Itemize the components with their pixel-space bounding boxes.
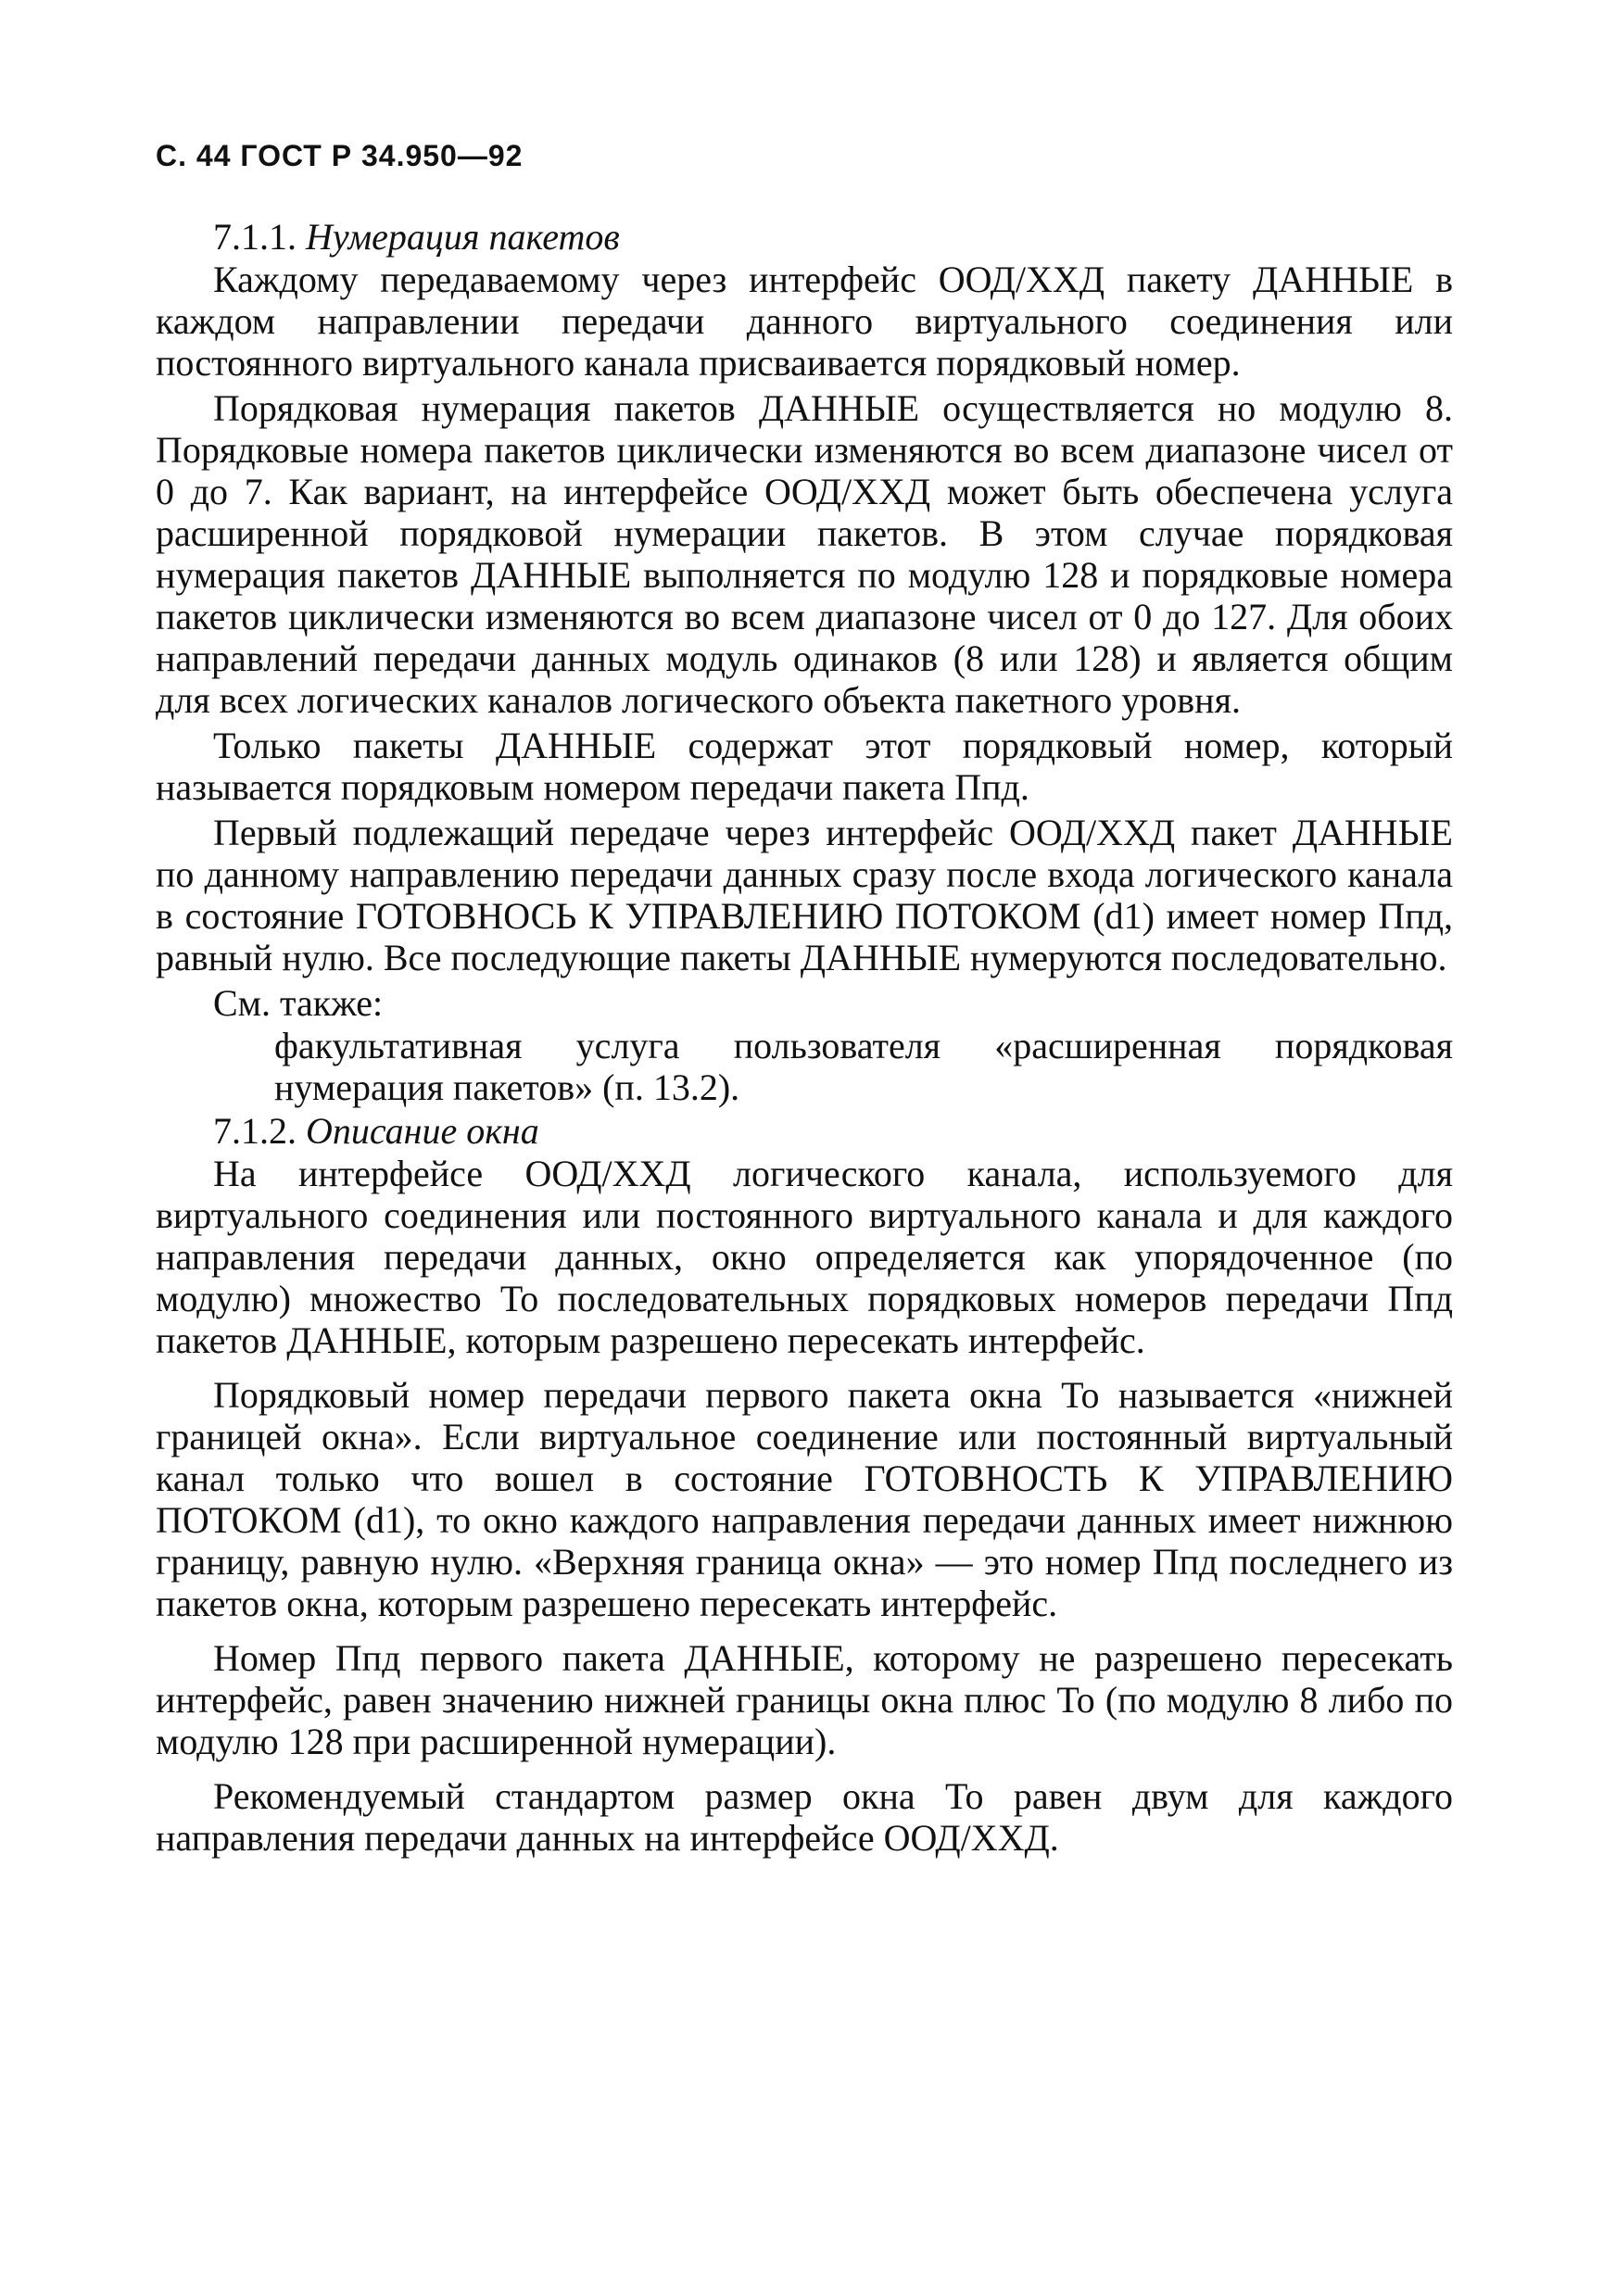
page-header: С. 44 ГОСТ Р 34.950—92 xyxy=(156,139,524,172)
section-712-paragraph-4: Рекомендуемый стандартом размер окна То равен двум для каждого направления передачи данных на интерфейсе ООД/ХХД. xyxy=(156,1775,1453,1859)
section-711-paragraph-4: Первый подлежащий передаче через интерфейс ООД/ХХД пакет ДАННЫЕ по данному направлению передачи данных сразу после входа логического канала в состояние ГОТОВНОСЬ К УПРАВЛЕНИЮ ПОТОКОМ (d1) имеет номер Ппд, равный нулю. Все последующие пакеты ДАННЫЕ нумеруются последовательно. xyxy=(156,812,1453,978)
section-712-heading xyxy=(213,1110,1453,1153)
section-711-paragraph-1: Каждому передаваемому через интерфейс ООД/ХХД пакету ДАННЫЕ в каждом направлении передачи данного виртуального соединения или постоянного виртуального канала присваивается порядковый номер. xyxy=(156,259,1453,384)
see-also-item: факультативная услуга пользователя «расширенная порядковая нумерация пакетов» (п. 13.2). xyxy=(274,1025,1453,1108)
section-711-title: Нумерация пакетов xyxy=(306,216,620,258)
section-711-paragraph-3: Только пакеты ДАННЫЕ содержат этот порядковый номер, который называется порядковым номером передачи пакета Ппд. xyxy=(156,725,1453,808)
section-712-paragraph-1: На интерфейсе ООД/ХХД логического канала, используемого для виртуального соединения или постоянного виртуального канала и для каждого направления передачи данных, окно определяется как упорядоченное (по модулю) множество То последовательных порядковых номеров передачи Ппд пакетов ДАННЫЕ, которым разрешено пересекать интерфейс. xyxy=(156,1153,1453,1361)
section-712-number: 7.1.2. xyxy=(213,1110,297,1152)
section-711-heading xyxy=(213,216,1453,259)
document-page xyxy=(156,139,1453,1862)
section-712-title: Описание окна xyxy=(306,1110,539,1152)
section-712-paragraph-3: Номер Ппд первого пакета ДАННЫЕ, которому не разрешено пересекать интерфейс, равен значению нижней границы окна плюс То (по модулю 8 либо по модулю 128 при расширенной нумерации). xyxy=(156,1637,1453,1762)
see-also-label: См. также: xyxy=(213,982,384,1024)
section-711-number: 7.1.1. xyxy=(213,216,297,258)
section-711-paragraph-2: Порядковая нумерация пакетов ДАННЫЕ осуществляется но модулю 8. Порядковые номера пакетов циклически изменяются во всем диапазоне чисел от 0 до 7. Как вариант, на интерфейсе ООД/ХХД может быть обеспечена услуга расширенной порядковой нумерации пакетов. В этом случае порядковая нумерация пакетов ДАННЫЕ выполняется по модулю 128 и порядковые номера пакетов циклически изменяются во всем диапазоне чисел от 0 до 127. Для обоих направлений передачи данных модуль одинаков (8 или 128) и является общим для всех логических каналов логического объекта пакетного уровня. xyxy=(156,387,1453,721)
section-712-paragraph-2: Порядковый номер передачи первого пакета окна То называется «нижней границей окна». Если виртуальное соединение или постоянный виртуальный канал только что вошел в состояние ГОТОВНОСТЬ К УПРАВЛЕНИЮ ПОТОКОМ (d1), то окно каждого направления передачи данных имеет нижнюю границу, равную нулю. «Верхняя граница окна» — это номер Ппд последнего из пакетов окна, которым разрешено пересекать интерфейс. xyxy=(156,1374,1453,1624)
